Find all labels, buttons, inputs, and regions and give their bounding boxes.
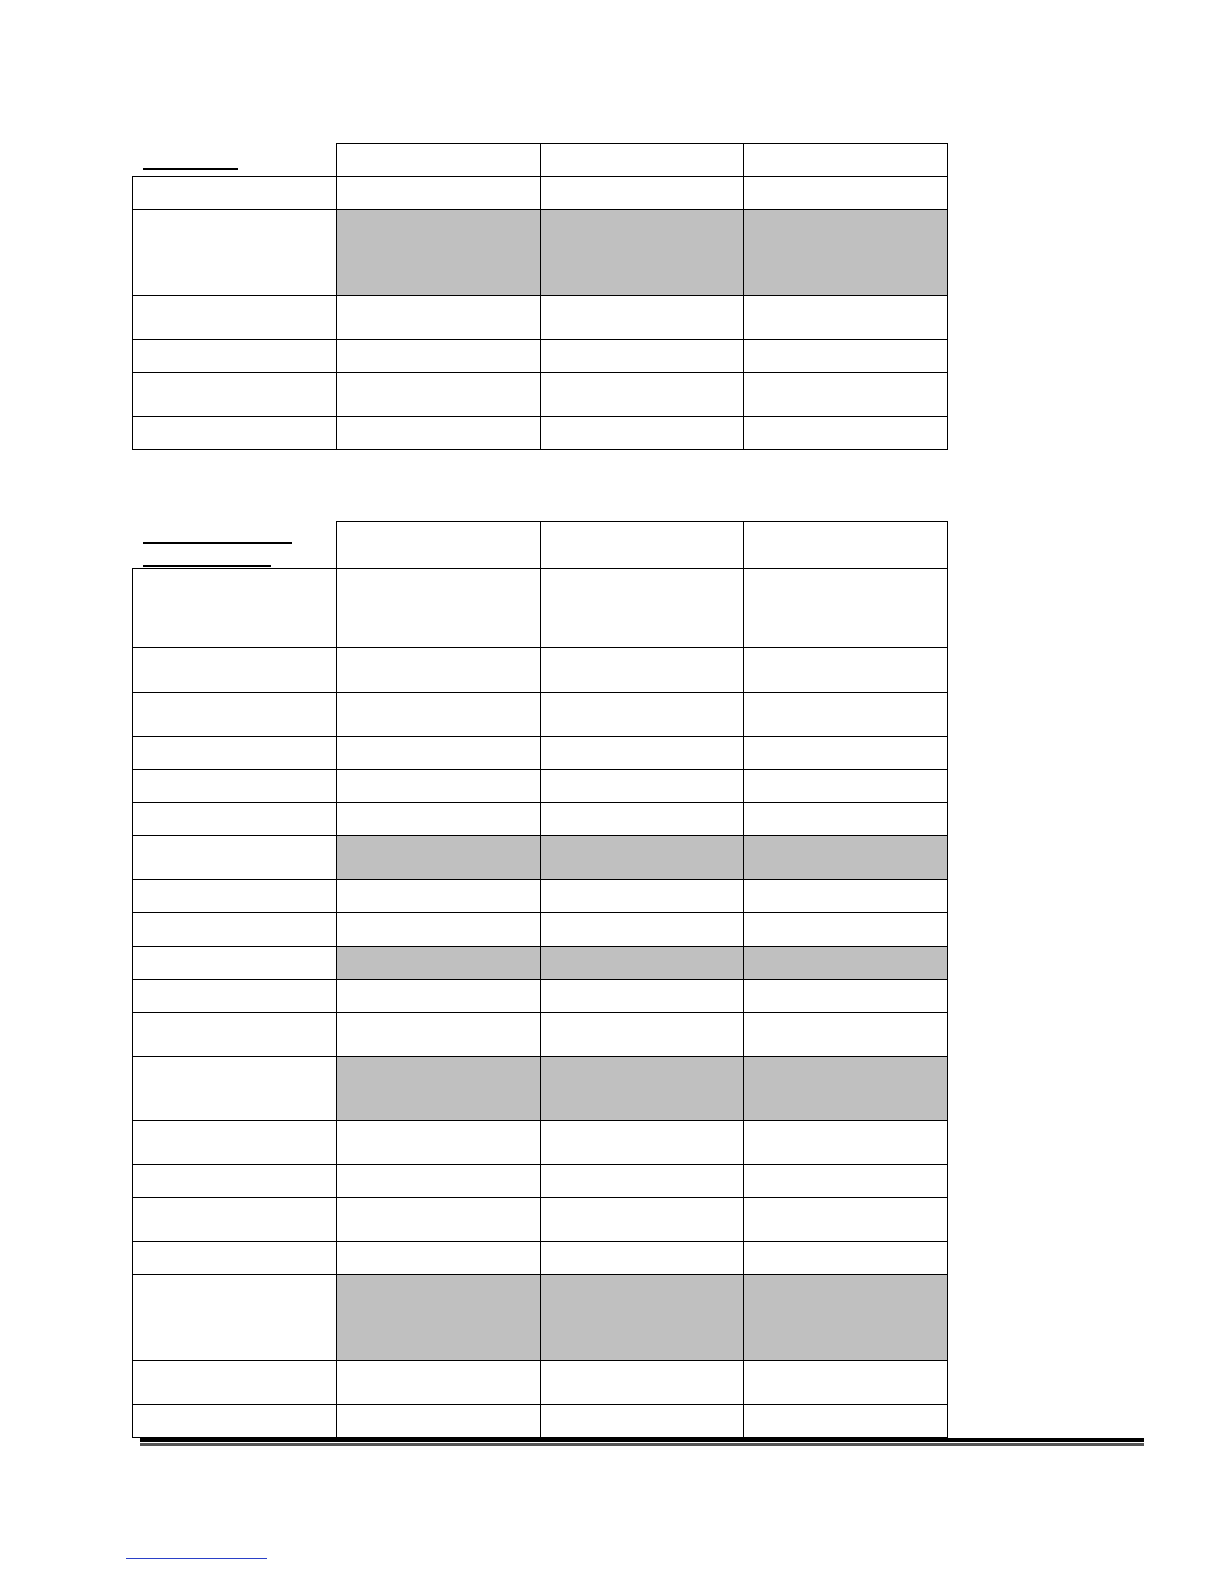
footer-rule-bottom [140,1443,1144,1446]
table2-cell [540,1404,744,1438]
table2-cell [540,769,744,803]
table2-cell [743,979,948,1013]
table2-cell [336,802,541,836]
table2-row-label [132,1012,337,1057]
table2-cell [743,647,948,693]
table2-cell [540,647,744,693]
table2-cell [336,979,541,1013]
table1-cell [336,176,541,210]
table2-column-header [336,521,541,569]
table1-cell [743,339,948,373]
table2-cell [540,802,744,836]
table2-row-label [132,1197,337,1242]
table1-cell [540,176,744,210]
table2-cell [336,1012,541,1057]
table2-cell [743,912,948,947]
table1-row-label [132,176,337,210]
table2-row-label [132,1056,337,1121]
table1-column-header [336,143,541,177]
table2-cell [336,736,541,770]
table1-cell [540,295,744,340]
table2-row-label [132,912,337,947]
table2-cell [540,568,744,648]
table2-cell [540,1360,744,1405]
table2-column-header [743,521,948,569]
table1-row-label [132,372,337,417]
table2-row-label [132,835,337,880]
table2-cell [540,692,744,737]
table1-cell [336,372,541,417]
table2-row-label [132,1164,337,1198]
table1-column-header [540,143,744,177]
table1-row-label [132,416,337,450]
table2-row-label [132,1241,337,1275]
table2-cell [540,1274,744,1361]
table2-row-label [132,1120,337,1165]
table2-cell [540,1056,744,1121]
table2-cell [336,1274,541,1361]
table2-cell [540,1197,744,1242]
table1-row-label [132,209,337,296]
table2-cell [743,879,948,913]
table2-cell [336,647,541,693]
table2-cell [336,1197,541,1242]
table2-cell [743,1164,948,1198]
table2-cell [743,946,948,980]
table2-cell [336,1120,541,1165]
table2-cell [540,835,744,880]
table1-cell [743,176,948,210]
table2-cell [336,835,541,880]
table1-row-label [132,295,337,340]
table2-cell [336,1164,541,1198]
table2-cell [540,1164,744,1198]
table2-cell [743,1404,948,1438]
table2-cell [540,979,744,1013]
table1-cell [336,295,541,340]
table2-cell [540,879,744,913]
table1-cell [540,416,744,450]
table1-cell [743,295,948,340]
table1-cell [336,209,541,296]
table2-cell [336,1360,541,1405]
table1-cell [743,209,948,296]
table2-row-label [132,647,337,693]
table2-cell [743,1274,948,1361]
table2-cell [743,1241,948,1275]
table1-cell [336,416,541,450]
table1-cell [336,339,541,373]
table2-row-label [132,692,337,737]
footer-rule-top [140,1438,1144,1442]
table2-cell [336,769,541,803]
table1-column-header [743,143,948,177]
table2-row-label [132,802,337,836]
table1-cell [743,372,948,417]
table2-cell [743,769,948,803]
table2-heading-underline-1 [143,542,292,544]
table2-cell [743,1360,948,1405]
table2-cell [336,1056,541,1121]
table2-column-header [540,521,744,569]
table2-cell [743,692,948,737]
table2-row-label [132,769,337,803]
table2-cell [336,1241,541,1275]
table2-cell [540,1241,744,1275]
table2-cell [336,912,541,947]
table2-row-label [132,1404,337,1438]
table1-row-label [132,339,337,373]
table2-cell [336,568,541,648]
table2-cell [336,879,541,913]
table2-cell [540,912,744,947]
table2-cell [336,1404,541,1438]
table2-row-label [132,736,337,770]
table2-cell [743,736,948,770]
table2-row-label [132,879,337,913]
table1-cell [743,416,948,450]
table2-cell [743,1012,948,1057]
table2-row-label [132,1274,337,1361]
table2-cell [743,835,948,880]
table2-cell [336,692,541,737]
table2-row-label [132,1360,337,1405]
table2-cell [540,736,744,770]
table2-cell [743,1120,948,1165]
table1-cell [540,339,744,373]
table2-cell [743,1197,948,1242]
footer-link-underline[interactable] [126,1558,267,1559]
table2-cell [336,946,541,980]
table2-cell [743,1056,948,1121]
table1-heading-underline [143,168,238,170]
table2-cell [540,946,744,980]
table1-cell [540,209,744,296]
table2-cell [540,1012,744,1057]
table2-cell [743,568,948,648]
table2-cell [743,802,948,836]
table2-row-label [132,979,337,1013]
table2-row-label [132,946,337,980]
table2-row-label [132,568,337,648]
table2-heading-underline-2 [143,565,271,567]
table2-cell [540,1120,744,1165]
table1-cell [540,372,744,417]
